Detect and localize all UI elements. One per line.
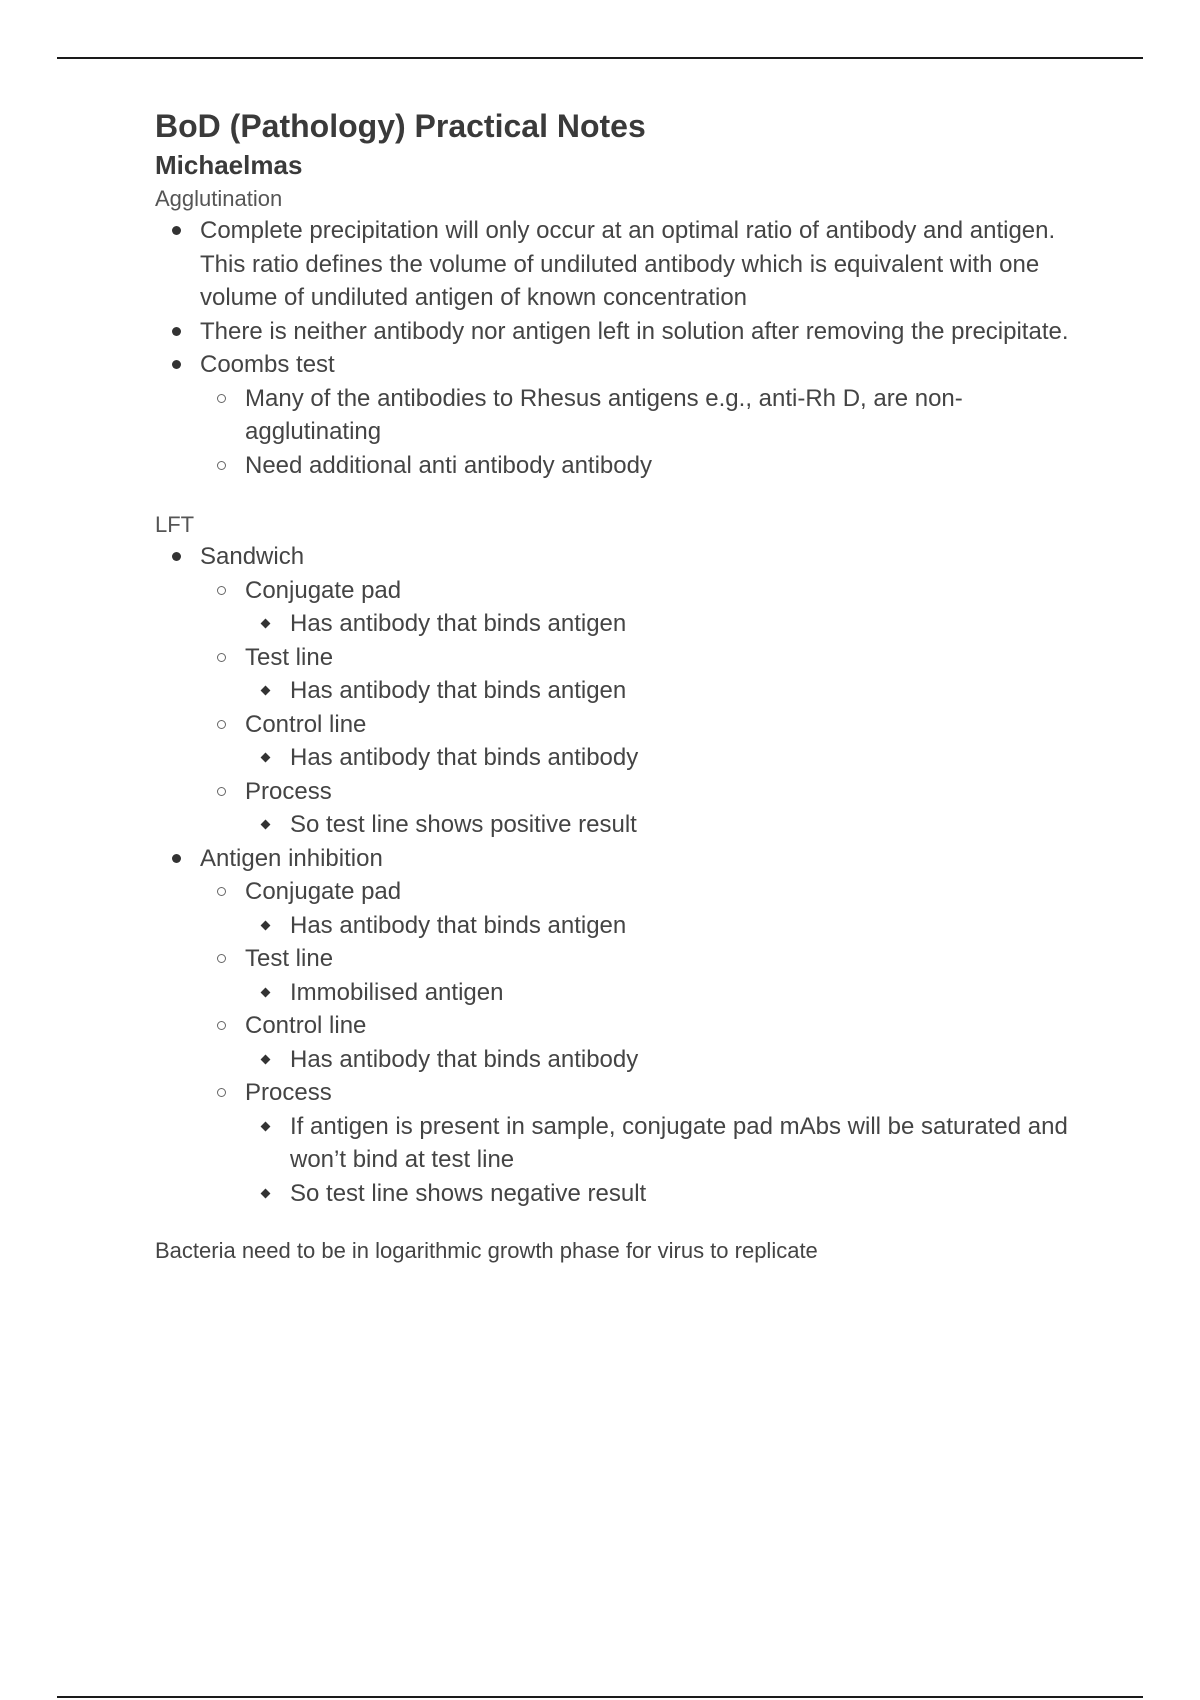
list-item-text: Test line [245, 945, 334, 972]
list-item-text: Control line [245, 1012, 367, 1039]
bullet-disc-icon [172, 226, 181, 235]
bullet-disc-icon [172, 360, 181, 369]
detail-sublist [245, 976, 1075, 1010]
detail-sublist [245, 1043, 1075, 1077]
lft-list [155, 540, 1075, 1210]
list-item-text: Many of the antibodies to Rhesus antigens e.g., anti-Rh D, are non-agglutinating [245, 384, 963, 445]
list-item-text: Conjugate pad [245, 576, 402, 604]
detail-sublist [245, 607, 1075, 641]
list-item [200, 708, 1075, 775]
list-item [155, 540, 1075, 842]
list-item-text: Has antibody that binds antigen [290, 610, 627, 637]
list-item [245, 741, 1075, 775]
section-label-lft: LFT [155, 512, 195, 537]
list-item-text: Test line [245, 643, 334, 671]
bullet-circle-icon [217, 787, 226, 796]
list-item [200, 449, 1075, 483]
term-heading: Michaelmas [155, 150, 303, 180]
bullet-diamond-icon [261, 753, 271, 763]
list-item [245, 1110, 1075, 1177]
bullet-circle-icon [217, 1088, 226, 1097]
bullet-circle-icon [217, 720, 226, 729]
bullet-diamond-icon [261, 820, 271, 830]
list-item-text: Coombs test [200, 351, 335, 378]
bullet-diamond-icon [261, 619, 271, 629]
bullet-diamond-icon [261, 686, 271, 696]
detail-sublist [245, 909, 1075, 943]
bullet-disc-icon [172, 327, 181, 336]
sandwich-sublist [200, 574, 1075, 842]
list-item-text: So test line shows positive result [290, 811, 637, 838]
bullet-circle-icon [217, 461, 226, 470]
bullet-diamond-icon [261, 987, 271, 997]
list-item [155, 315, 1075, 349]
list-item-text: Process [245, 1079, 332, 1106]
list-item-text: Complete precipitation will only occur at an optimal ratio of antibody and antigen. This ratio defines the volume of undiluted antibody which is equivalent with one volume of undiluted antigen of known concentration [200, 217, 1056, 311]
list-item [155, 214, 1075, 315]
list-item [200, 641, 1075, 708]
detail-sublist [245, 741, 1075, 775]
bullet-diamond-icon [261, 920, 271, 930]
bullet-disc-icon [172, 854, 181, 863]
bullet-diamond-icon [261, 1188, 271, 1198]
list-item [245, 909, 1075, 943]
page-title: BoD (Pathology) Practical Notes [155, 108, 646, 144]
bullet-disc-icon [172, 552, 181, 561]
list-item-text: Has antibody that binds antigen [290, 911, 627, 939]
antigen-inhibition-sublist [200, 875, 1075, 1210]
list-item [245, 808, 1075, 842]
list-item [200, 875, 1075, 942]
list-item [155, 842, 1075, 1211]
list-item [200, 942, 1075, 1009]
list-item [245, 1043, 1075, 1077]
list-item-text: So test line shows negative result [290, 1179, 647, 1207]
list-item [200, 775, 1075, 842]
list-item-text: Control line [245, 710, 367, 738]
bullet-diamond-icon [261, 1121, 271, 1131]
bullet-circle-icon [217, 653, 226, 662]
detail-sublist [245, 1110, 1075, 1211]
detail-sublist [245, 674, 1075, 708]
list-item [245, 976, 1075, 1010]
list-item-text: Immobilised antigen [290, 978, 504, 1006]
list-item [245, 1177, 1075, 1211]
list-item-text: Has antibody that binds antigen [290, 677, 627, 704]
bullet-circle-icon [217, 1021, 226, 1030]
top-rule [57, 57, 1143, 59]
list-item [200, 1076, 1075, 1210]
list-item [245, 607, 1075, 641]
bullet-circle-icon [217, 586, 226, 595]
footnote-text: Bacteria need to be in logarithmic growth phase for virus to replicate [155, 1238, 818, 1263]
bullet-circle-icon [217, 394, 226, 403]
bullet-circle-icon [217, 954, 226, 963]
bottom-rule [57, 1696, 1143, 1698]
detail-sublist [245, 808, 1075, 842]
list-item-text: Has antibody that binds antibody [290, 1045, 639, 1073]
list-item-text: There is neither antibody nor antigen left in solution after removing the precipitate. [200, 317, 1069, 345]
bullet-diamond-icon [261, 1054, 271, 1064]
list-item [155, 348, 1075, 482]
bullet-circle-icon [217, 887, 226, 896]
list-item-text: Has antibody that binds antibody [290, 744, 639, 771]
list-item [200, 574, 1075, 641]
agglutination-list [155, 214, 1075, 482]
list-item-text: Conjugate pad [245, 878, 402, 905]
section-label-agglutination: Agglutination [155, 186, 283, 211]
document-body [155, 104, 1075, 1266]
list-item [200, 1009, 1075, 1076]
list-item-text: Process [245, 777, 332, 805]
list-item-text: Antigen inhibition [200, 844, 383, 872]
list-item [245, 674, 1075, 708]
list-item-text: Need additional anti antibody antibody [245, 451, 652, 479]
list-item-text: Sandwich [200, 543, 305, 570]
list-item-text: If antigen is present in sample, conjugate pad mAbs will be saturated and won’t bind at test line [290, 1112, 1068, 1173]
coombs-sublist [200, 382, 1075, 483]
list-item [200, 382, 1075, 449]
